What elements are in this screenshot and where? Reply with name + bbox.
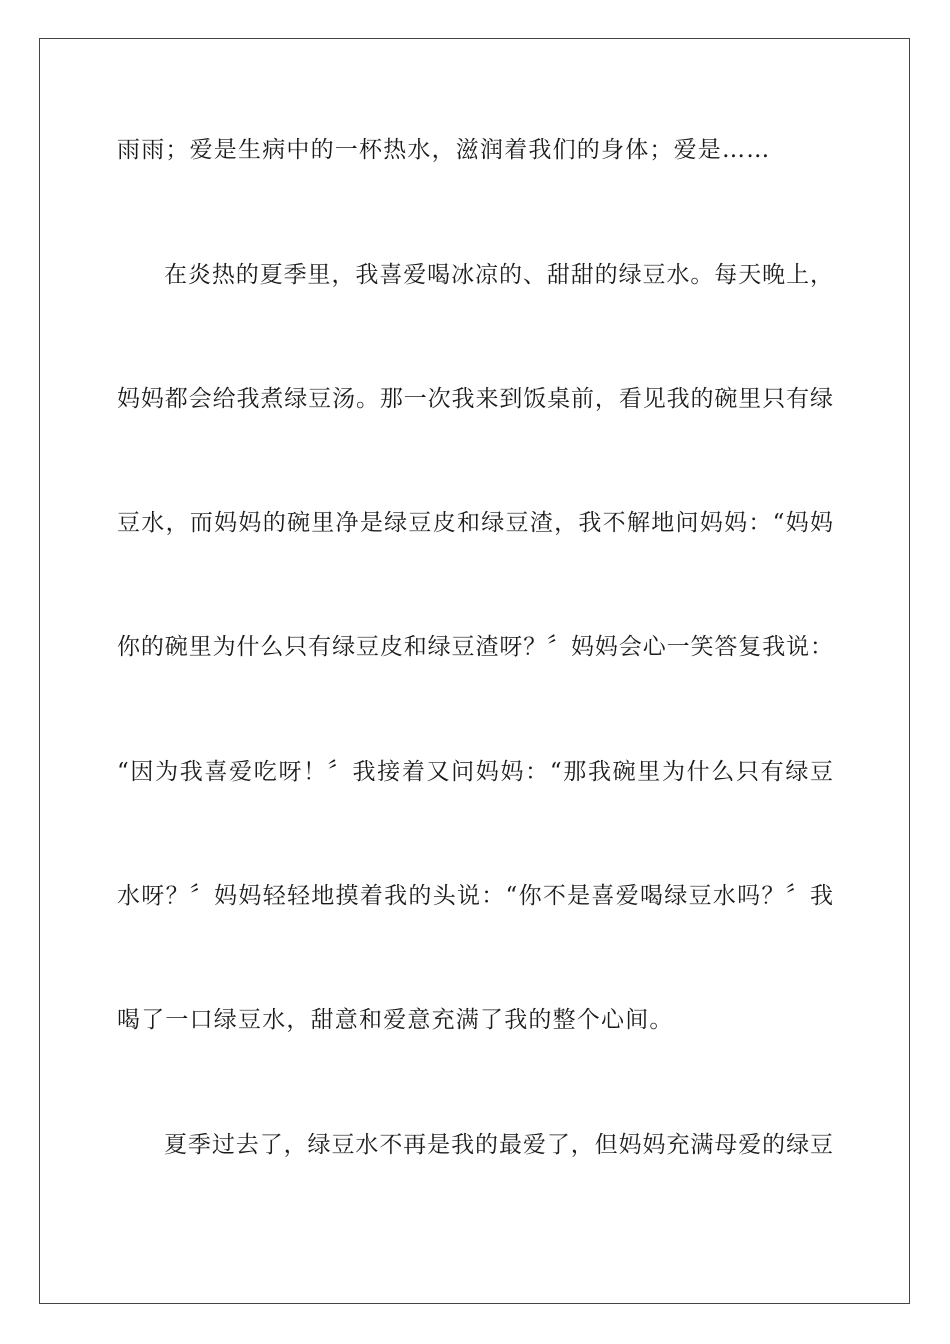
- text-line-7: 水呀？〞妈妈轻轻地摸着我的头说：“你不是喜爱喝绿豆水吗？〞我: [117, 883, 833, 909]
- paragraph-end-line: 喝了一口绿豆水，甜意和爱意充满了我的整个心间。: [117, 1007, 674, 1033]
- page-frame: [39, 38, 910, 1304]
- paragraph-start-line-2: 夏季过去了，绿豆水不再是我的最爱了，但妈妈充满母爱的绿豆: [164, 1132, 833, 1158]
- text-line-3: 妈妈都会给我煮绿豆汤。那一次我来到饭桌前，看见我的碗里只有绿: [117, 386, 833, 412]
- text-line-1: 雨雨；爱是生病中的一杯热水，滋润着我们的身体；爱是……: [117, 137, 771, 163]
- text-line-6: “因为我喜爱吃呀！〞我接着又问妈妈：“那我碗里为什么只有绿豆: [117, 759, 833, 785]
- text-line-5: 你的碗里为什么只有绿豆皮和绿豆渣呀？〞妈妈会心一笑答复我说：: [117, 634, 833, 660]
- text-line-4: 豆水，而妈妈的碗里净是绿豆皮和绿豆渣，我不解地问妈妈：“妈妈: [117, 510, 833, 536]
- paragraph-start-line: 在炎热的夏季里，我喜爱喝冰凉的、甜甜的绿豆水。每天晚上，: [164, 262, 833, 288]
